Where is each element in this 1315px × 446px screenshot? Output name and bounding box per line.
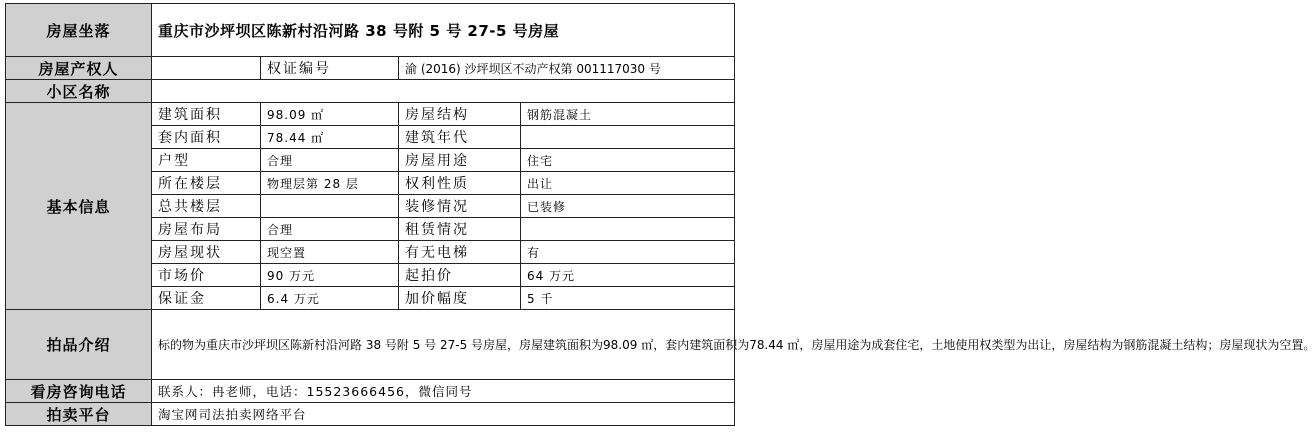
intro-label: 拍品介绍 <box>6 310 152 380</box>
intro-row <box>6 310 735 380</box>
basic-value: 已装修 <box>521 195 735 218</box>
basic-value: 6.4 万元 <box>261 287 399 310</box>
basic-value: 78.44 ㎡ <box>261 126 399 149</box>
basic-key: 套内面积 <box>152 126 261 149</box>
basic-value: 住宅 <box>521 149 735 172</box>
location-value: 重庆市沙坪坝区陈新村沿河路 38 号附 5 号 27-5 号房屋 <box>152 4 735 57</box>
basic-key: 总共楼层 <box>152 195 261 218</box>
basic-key: 房屋用途 <box>399 149 521 172</box>
location-row <box>6 4 735 57</box>
basic-value: 64 万元 <box>521 264 735 287</box>
owner-row <box>6 57 735 80</box>
basic-value <box>521 126 735 149</box>
basic-value: 合理 <box>261 149 399 172</box>
community-value <box>152 80 735 103</box>
consult-value: 联系人：冉老师，电话：15523666456，微信同号 <box>152 380 735 403</box>
community-row <box>6 80 735 103</box>
basic-key: 权利性质 <box>399 172 521 195</box>
basic-value: 现空置 <box>261 241 399 264</box>
basic-value: 90 万元 <box>261 264 399 287</box>
basic-row <box>6 103 735 126</box>
cert-label: 权证编号 <box>261 57 399 80</box>
consult-row <box>6 380 735 403</box>
basic-key: 建筑面积 <box>152 103 261 126</box>
platform-label: 拍卖平台 <box>6 403 152 426</box>
basic-value: 5 千 <box>521 287 735 310</box>
basic-value: 98.09 ㎡ <box>261 103 399 126</box>
basic-value: 出让 <box>521 172 735 195</box>
basic-value: 合理 <box>261 218 399 241</box>
intro-text: 标的物为重庆市沙坪坝区陈新村沿河路 38 号附 5 号 27-5 号房屋，房屋建筑面积为98.09 ㎡，套内建筑面积为78.44 ㎡，房屋用途为成套住宅，土地使用权类型为出让，房屋结构为钢筋混凝土结构；房屋现状为空置。 <box>152 310 735 380</box>
basic-key: 租赁情况 <box>399 218 521 241</box>
owner-value <box>152 57 261 80</box>
consult-label: 看房咨询电话 <box>6 380 152 403</box>
basic-value: 钢筋混凝土 <box>521 103 735 126</box>
basic-key: 加价幅度 <box>399 287 521 310</box>
basic-key: 建筑年代 <box>399 126 521 149</box>
basic-key: 保证金 <box>152 287 261 310</box>
basic-value: 有 <box>521 241 735 264</box>
basic-value: 物理层第 28 层 <box>261 172 399 195</box>
basic-key: 装修情况 <box>399 195 521 218</box>
basic-value <box>261 195 399 218</box>
community-label: 小区名称 <box>6 80 152 103</box>
basic-value <box>521 218 735 241</box>
basic-key: 所在楼层 <box>152 172 261 195</box>
location-label: 房屋坐落 <box>6 4 152 57</box>
owner-label: 房屋产权人 <box>6 57 152 80</box>
basic-key: 房屋结构 <box>399 103 521 126</box>
basic-key: 起拍价 <box>399 264 521 287</box>
basic-key: 有无电梯 <box>399 241 521 264</box>
platform-row <box>6 403 735 426</box>
platform-value: 淘宝网司法拍卖网络平台 <box>152 403 735 426</box>
basic-key: 市场价 <box>152 264 261 287</box>
basic-key: 户型 <box>152 149 261 172</box>
basic-key: 房屋现状 <box>152 241 261 264</box>
cert-value: 渝 (2016) 沙坪坝区不动产权第 001117030 号 <box>399 57 735 80</box>
basic-info-label: 基本信息 <box>6 103 152 310</box>
basic-key: 房屋布局 <box>152 218 261 241</box>
property-info-table <box>5 3 1315 426</box>
